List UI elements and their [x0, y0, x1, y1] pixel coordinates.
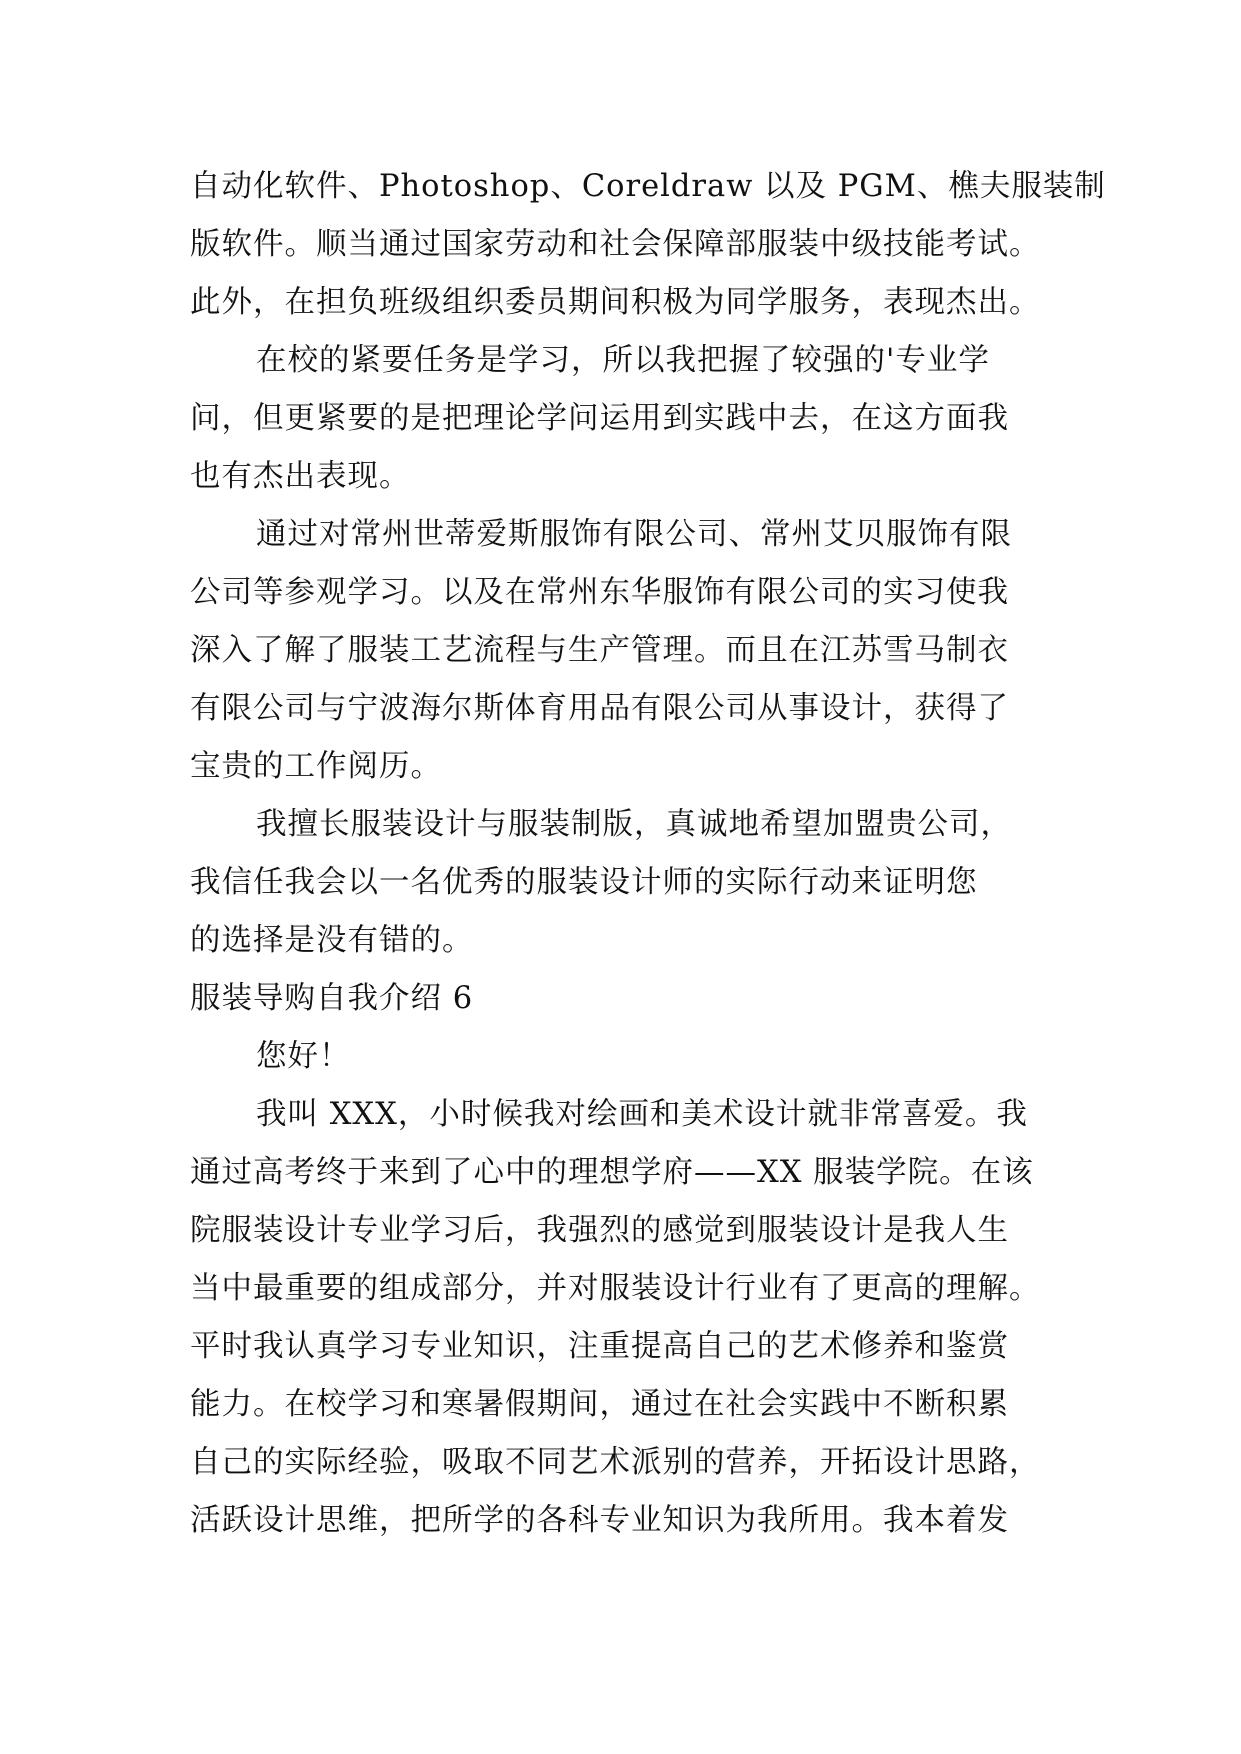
text-line: 能力。在校学习和寒暑假期间，通过在社会实践中不断积累 — [190, 1387, 1009, 1422]
paragraph-first-line: 通过对常州世蒂爱斯服饰有限公司、常州艾贝服饰有限 — [256, 517, 1012, 552]
text-line: 我信任我会以一名优秀的服装设计师的实际行动来证明您 — [190, 865, 978, 900]
text-line: 有限公司与宁波海尔斯体育用品有限公司从事设计，获得了 — [190, 691, 1009, 726]
text-line: 公司等参观学习。以及在常州东华服饰有限公司的实习使我 — [190, 575, 1009, 610]
text-line: 自动化软件、Photoshop、Coreldraw 以及 PGM、樵夫服装制 — [190, 169, 1106, 204]
text-line: 平时我认真学习专业知识，注重提高自己的艺术修养和鉴赏 — [190, 1329, 1009, 1364]
text-line: 宝贵的工作阅历。 — [190, 749, 442, 784]
text-line: 当中最重要的组成部分，并对服装设计行业有了更高的理解。 — [190, 1271, 1041, 1306]
paragraph-first-line: 在校的紧要任务是学习，所以我把握了较强的'专业学 — [256, 343, 990, 378]
text-line: 通过高考终于来到了心中的理想学府——XX 服装学院。在该 — [190, 1155, 1034, 1190]
text-line: 问，但更紧要的是把理论学问运用到实践中去，在这方面我 — [190, 401, 1009, 436]
section-heading: 服装导购自我介绍 6 — [190, 981, 474, 1016]
text-line: 活跃设计思维，把所学的各科专业知识为我所用。我本着发 — [190, 1503, 1009, 1538]
greeting: 您好！ — [256, 1039, 351, 1074]
paragraph-first-line: 我擅长服装设计与服装制版，真诚地希望加盟贵公司， — [256, 807, 1012, 842]
paragraph-first-line: 我叫 XXX，小时候我对绘画和美术设计就非常喜爱。我 — [256, 1097, 1028, 1132]
text-line: 自己的实际经验，吸取不同艺术派别的营养，开拓设计思路， — [190, 1445, 1041, 1480]
text-line: 的选择是没有错的。 — [190, 923, 474, 958]
text-line: 也有杰出表现。 — [190, 459, 411, 494]
text-line: 深入了解了服装工艺流程与生产管理。而且在江苏雪马制衣 — [190, 633, 1009, 668]
text-line: 版软件。顺当通过国家劳动和社会保障部服装中级技能考试。 — [190, 227, 1041, 262]
text-line: 此外，在担负班级组织委员期间积极为同学服务，表现杰出。 — [190, 285, 1041, 320]
text-line: 院服装设计专业学习后，我强烈的感觉到服装设计是我人生 — [190, 1213, 1009, 1248]
